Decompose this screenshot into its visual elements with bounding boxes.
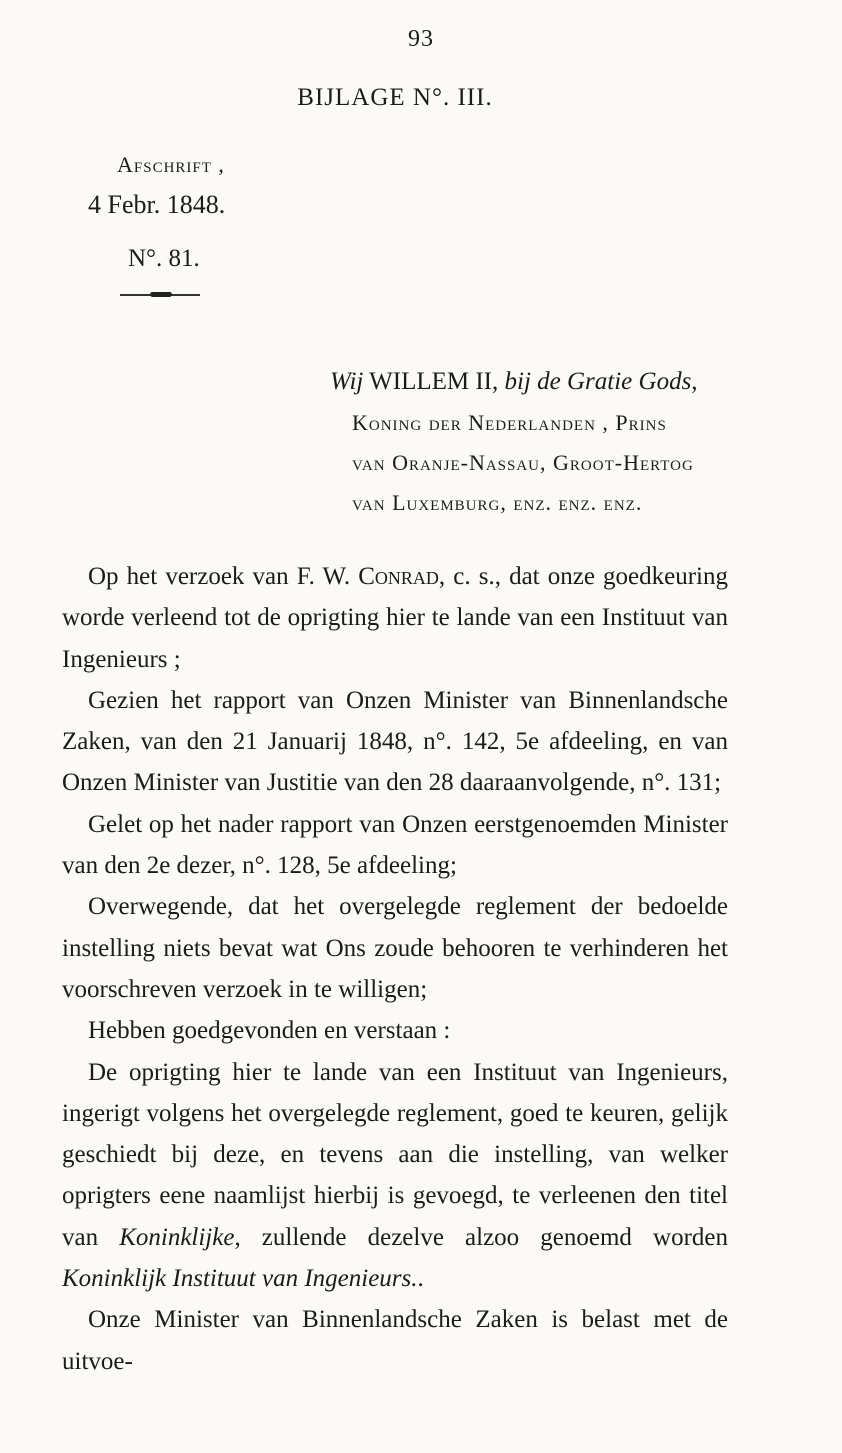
- paragraph-hebben: Hebben goedgevonden en verstaan :: [88, 1017, 451, 1045]
- paragraph-decision-b: , zullende dezelve alzoo genoemd worden: [234, 1223, 728, 1251]
- heading-line-2: Koning der Nederlanden , Prins: [352, 410, 667, 435]
- appendix-title: BIJLAGE N°. III.: [297, 84, 493, 111]
- heading-wij: Wij: [330, 368, 364, 395]
- royal-heading: [330, 368, 730, 530]
- document-number: N°. 81.: [128, 245, 200, 272]
- document-date: 4 Febr. 1848.: [88, 190, 226, 219]
- copy-label-text: Afschrift ,: [117, 152, 225, 177]
- paragraph-gezien: Gezien het rapport van Onzen Minister van Binnenlandsche Zaken, van den 21 Januarij 1848, n°. 142, 5e afdeeling, en van Onzen Minister van Justitie van den 28 daaraanvolgende, n°. 131;: [62, 686, 728, 797]
- heading-line-4: van Luxemburg, enz. enz. enz.: [352, 490, 643, 515]
- page-number: 93: [408, 26, 434, 52]
- ornamental-rule: [120, 294, 200, 296]
- paragraph-decision-c: .: [417, 1265, 424, 1293]
- paragraph-request: [62, 556, 728, 680]
- paragraph-execution: Onze Minister van Binnenlandsche Zaken is belast met de uitvoe-: [62, 1306, 728, 1375]
- paragraph-gelet: Gelet op het nader rapport van Onzen eerstgenoemden Minister van den 2e dezer, n°. 128, 5e afdeeling;: [62, 810, 728, 880]
- paragraph-overwegende: Overwegende, dat het overgelegde reglement der bedoelde instelling niets bevat wat Ons zoude behooren te verhinderen het voorschreven verzoek in te willigen;: [62, 893, 728, 1003]
- petitioner-name: Conrad: [358, 563, 439, 590]
- paragraph-request-b: , c. s., dat onze goedkeuring worde verleend tot de oprigting hier te lande van een Instituut van Ingenieurs ;: [62, 563, 728, 673]
- decree-body: [62, 556, 728, 1382]
- heading-line-1: [330, 368, 730, 410]
- paragraph-decision-a: De oprigting hier te lande van een Instituut van Ingenieurs, ingerigt volgens het overgelegde reglement, goed te keuren, gelijk geschiedt bij deze, en tevens aan die instelling, van welker oprigters eene naamlijst hierbij is gevoegd, te verleenen den titel van: [62, 1058, 728, 1251]
- paragraph-request-a: Op het verzoek van F. W.: [88, 563, 359, 590]
- title-koninklijke: Koninklijke: [119, 1223, 235, 1251]
- heading-king-name: WILLEM II,: [363, 368, 505, 395]
- institute-name: Koninklijk Instituut van Ingenieurs.: [62, 1265, 418, 1293]
- paragraph-decision: [62, 1052, 728, 1300]
- copy-label: [117, 152, 225, 178]
- heading-line-3: van Oranje-Nassau, Groot-Hertog: [352, 450, 694, 475]
- heading-grace: bij de Gratie Gods,: [504, 368, 698, 395]
